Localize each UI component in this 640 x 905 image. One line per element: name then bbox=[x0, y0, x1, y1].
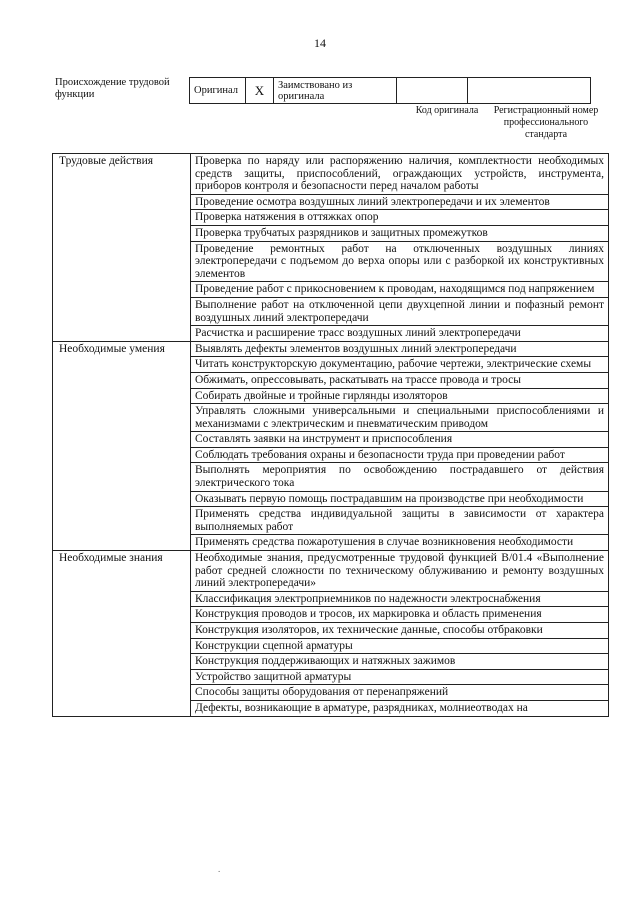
section-item: Оказывать первую помощь пострадавшим на производстве при необходимости bbox=[191, 491, 609, 507]
reg-number-cell bbox=[468, 78, 591, 104]
section-item: Конструкция изоляторов, их технические данные, способы отбраковки bbox=[191, 623, 609, 639]
section-item: Конструкция поддерживающих и натяжных зажимов bbox=[191, 654, 609, 670]
section-item: Конструкция проводов и тросов, их маркировка и область применения bbox=[191, 607, 609, 623]
code-label: Код оригинала bbox=[415, 105, 479, 116]
section-item: Необходимые знания, предусмотренные трудовой функцией В/01.4 «Выполнение работ средней сложности по техническому облуживанию и ремонту воздушных линий электропередачи» bbox=[191, 551, 609, 592]
section-item: Управлять сложными универсальными и специальными приспособлениями и механизмами с электрическим и пневматическим приводом bbox=[191, 404, 609, 432]
section-item: Способы защиты оборудования от перенапряжений bbox=[191, 685, 609, 701]
function-table bbox=[52, 153, 609, 717]
section-item: Соблюдать требования охраны и безопасности труда при проведении работ bbox=[191, 447, 609, 463]
section-item: Выявлять дефекты элементов воздушных линий электропередачи bbox=[191, 341, 609, 357]
section-title: Необходимые умения bbox=[53, 341, 191, 550]
origin-label: Происхождение трудовой функции bbox=[55, 77, 170, 100]
section-item: Проверка по наряду или распоряжению наличия, комплектности необходимых средств защиты, приспособлений, ограждающих устройств, инструмента, приборов контроля и безопасности перед началом работы bbox=[191, 154, 609, 195]
section-item: Классификация электроприемников по надежности электроснабжения bbox=[191, 591, 609, 607]
section-item: Проведение осмотра воздушных линий электропередачи и их элементов bbox=[191, 194, 609, 210]
section-item: Проверка трубчатых разрядников и защитных промежутков bbox=[191, 225, 609, 241]
section-item: Обжимать, опрессовывать, раскатывать на трассе провода и тросы bbox=[191, 372, 609, 388]
section-item: Выполнение работ на отключенной цепи двухцепной линии и пофазный ремонт воздушных линий электропередачи bbox=[191, 297, 609, 325]
borrowed-label: Заимствовано из оригинала bbox=[274, 78, 397, 104]
original-label: Оригинал bbox=[190, 78, 246, 104]
section-item: Выполнять мероприятия по освобождению пострадавшего от действия электрического тока bbox=[191, 463, 609, 491]
section-item: Проведение работ с прикосновением к проводам, находящимся под напряжением bbox=[191, 282, 609, 298]
section-item: Дефекты, возникающие в арматуре, разрядниках, молниеотводах на bbox=[191, 700, 609, 716]
section-item: Составлять заявки на инструмент и приспособления bbox=[191, 432, 609, 448]
section-title: Трудовые действия bbox=[53, 154, 191, 342]
section-item: Проверка натяжения в оттяжках опор bbox=[191, 210, 609, 226]
section-item: Читать конструкторскую документацию, рабочие чертежи, электрические схемы bbox=[191, 357, 609, 373]
section-item: Применять средства индивидуальной защиты в зависимости от характера выполняемых работ bbox=[191, 507, 609, 535]
original-mark: X bbox=[246, 78, 274, 104]
section-title: Необходимые знания bbox=[53, 551, 191, 717]
code-cell bbox=[397, 78, 468, 104]
table-row bbox=[53, 154, 609, 195]
scan-mark: . bbox=[218, 864, 221, 874]
section-item: Устройство защитной арматуры bbox=[191, 669, 609, 685]
page-number: 14 bbox=[314, 36, 326, 50]
section-item: Конструкции сцепной арматуры bbox=[191, 638, 609, 654]
origin-table bbox=[189, 77, 591, 104]
section-item: Применять средства пожаротушения в случае возникновения необходимости bbox=[191, 535, 609, 551]
section-item: Собирать двойные и тройные гирлянды изоляторов bbox=[191, 388, 609, 404]
table-row bbox=[53, 341, 609, 357]
section-item: Проведение ремонтных работ на отключенных воздушных линиях электропередачи с подъемом до верха опоры или с разборкой их конструктивных элементов bbox=[191, 241, 609, 282]
reg-number-label: Регистрационный номер профессионального стандарта bbox=[493, 105, 599, 140]
section-item: Расчистка и расширение трасс воздушных линий электропередачи bbox=[191, 326, 609, 342]
table-row bbox=[53, 551, 609, 592]
